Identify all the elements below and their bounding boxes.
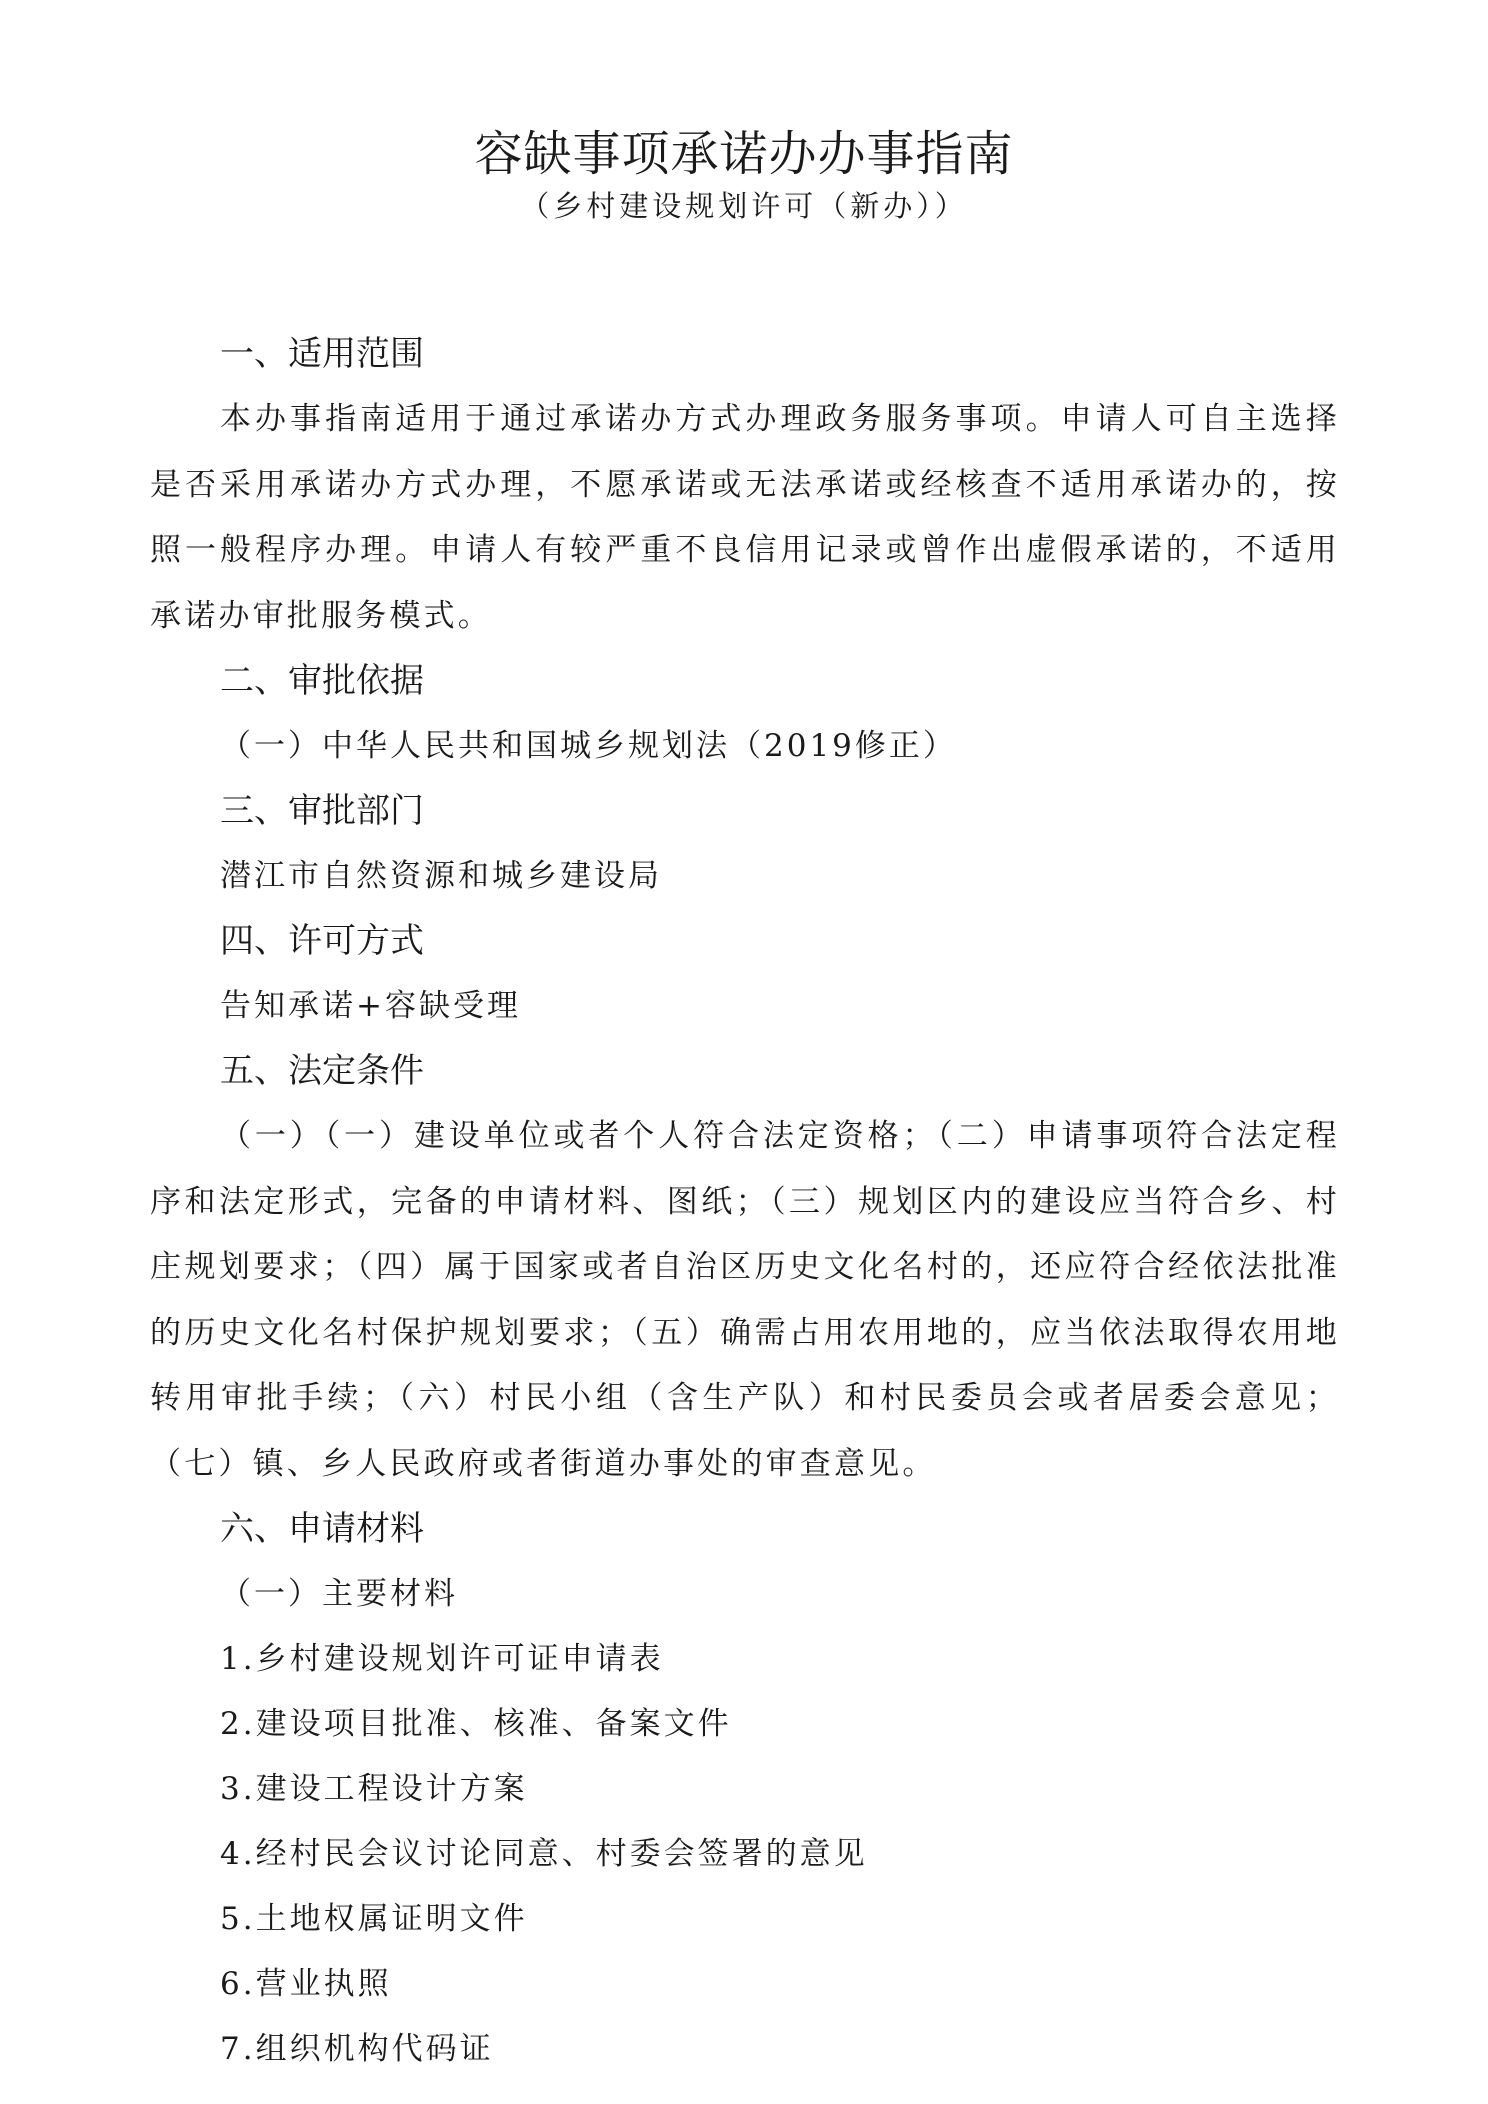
section-heading-materials: 六、申请材料 xyxy=(220,1509,424,1549)
material-item: 4.经村民会议讨论同意、村委会签署的意见 xyxy=(220,1836,868,1872)
section-text-scope: 本办事指南适用于通过承诺办方式办理政务服务事项。申请人可自主选择是否采用承诺办方式办理，不愿承诺或无法承诺或经核查不适用承诺办的，按照一般程序办理。申请人有较严重不良信用记录或曾作出虚假承诺的，不适用承诺办审批服务模式。 xyxy=(150,401,1340,634)
basis-item: （一）中华人民共和国城乡规划法（2019修正） xyxy=(220,728,957,764)
document-body xyxy=(150,322,1340,2082)
document-subtitle: （乡村建设规划许可（新办）） xyxy=(520,189,968,223)
materials-subheading: （一）主要材料 xyxy=(220,1576,458,1612)
material-item: 3.建设工程设计方案 xyxy=(220,1771,528,1807)
method-text: 告知承诺+容缺受理 xyxy=(220,988,521,1024)
document-title: 容缺事项承诺办办事指南 xyxy=(474,126,1014,182)
section-text-conditions: （一）（一）建设单位或者个人符合法定资格；（二）申请事项符合法定程序和法定形式，完备的申请材料、图纸；（三）规划区内的建设应当符合乡、村庄规划要求；（四）属于国家或者自治区历史文化名村的，还应符合经依法批准的历史文化名村保护规划要求；（五）确需占用农用地的，应当依法取得农用地转用审批手续；（六）村民小组（含生产队）和村民委员会或者居委会意见；（七）镇、乡人民政府或者街道办事处的审查意见。 xyxy=(150,1118,1340,1482)
section-heading-method: 四、许可方式 xyxy=(220,921,424,961)
section-heading-conditions: 五、法定条件 xyxy=(220,1051,424,1091)
material-item: 7.组织机构代码证 xyxy=(220,2031,494,2067)
material-item: 2.建设项目批准、核准、备案文件 xyxy=(220,1706,732,1742)
material-item: 1.乡村建设规划许可证申请表 xyxy=(220,1641,664,1677)
section-heading-department: 三、审批部门 xyxy=(220,791,424,831)
section-heading-scope: 一、适用范围 xyxy=(220,334,424,374)
material-item: 6.营业执照 xyxy=(220,1966,392,2002)
material-item: 5.土地权属证明文件 xyxy=(220,1901,528,1937)
department-text: 潜江市自然资源和城乡建设局 xyxy=(220,858,662,894)
section-heading-basis: 二、审批依据 xyxy=(220,661,424,701)
